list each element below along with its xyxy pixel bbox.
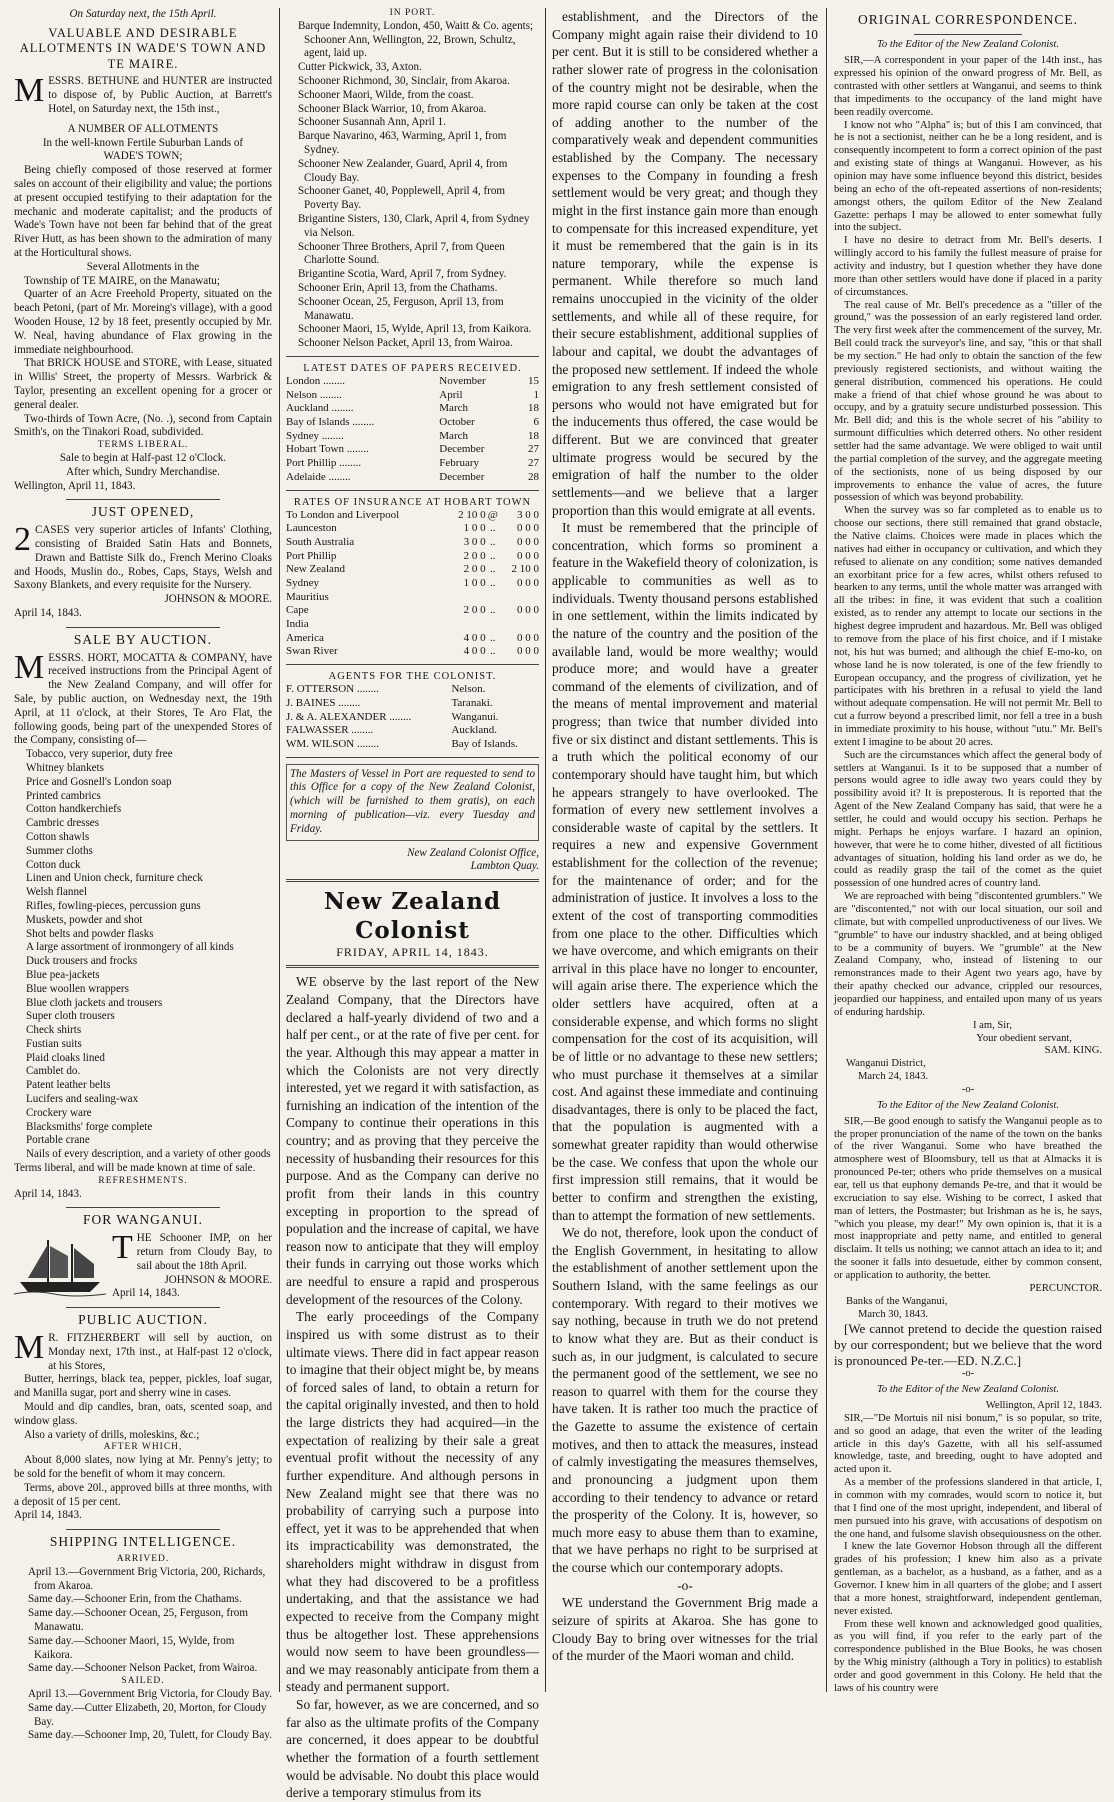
ad-allotments-text: Quarter of an Acre Freehold Property, situated on the beach Petoni, (part of Mr. Moreing's village), with a good Wooden House, 12 by 18 feet, presently occupied by Mr. W. Neal, having abundance of Flax growing in the immediate neighbourhood. bbox=[14, 288, 272, 356]
in-port-item: Schooner Ocean, 25, Ferguson, April 13, from Manawatu. bbox=[298, 295, 504, 322]
insurance-row: Mauritius bbox=[286, 590, 329, 603]
in-port-item: Schooner Ganet, 40, Popplewell, April 4, from Poverty Bay. bbox=[298, 185, 506, 212]
letter-close: Your obedient servant, bbox=[976, 1032, 1072, 1044]
letter-paragraph: I have no desire to detract from Mr. Bell's deserts. I willingly accord to his family the fullest measure of praise for activity and industry, but I question whether they have done more than other settlers would have done if placed in a parity of circumstances. bbox=[834, 235, 1102, 298]
letter-paragraph: When the survey was so far completed as to enable us to choose our sections, there still remained that grand obstacle, the Native claims. Choices were made in places which the natives had either in occupancy or cultivation, and which they refused to alienate on any condition; some natives demanded an exorbitant price for a few acres, whilst others refused to hearken to any terms, until the whole matter was arranged with all the tribes: in fine, it was evident that such a coalition existed, as to render any attempt to locate our sections in the highest degree imprudent and hazardous. Mr. Bell was obliged to remove from the place of his first choice, and if I mistake not, his hut was burned; and although the chief E-mo-ko, on whose land he is now tolerated, is one of the few friendly to European occupancy, and the progress of civilization, yet he participates with his brethren in a refusal to yield the land without adequate compensation. He will not permit Mr. Bell to cut a furrow beyond a prescribed limit, nor fell a tree in a bush in immediate proximity to his house, without "utu." Mr. Bell's extent I imagine to be about 20 acres. bbox=[834, 505, 1102, 748]
arrived-list bbox=[14, 1566, 272, 1676]
ad-date: April 14, 1843. bbox=[14, 606, 82, 619]
ad-sale-heading: SALE BY AUCTION. bbox=[73, 631, 213, 647]
ad-date: April 14, 1843. bbox=[112, 1287, 180, 1300]
sailed-heading: SAILED. bbox=[121, 1676, 165, 1687]
goods-item: Patent leather belts bbox=[26, 1079, 111, 1092]
ad-wanganui-body: THE Schooner IMP, on her return from Cloudy Bay, to sail about the 18th April. bbox=[112, 1229, 272, 1272]
letter-close: I am, Sir, bbox=[972, 1019, 1012, 1031]
goods-item: Fustian suits bbox=[26, 1037, 82, 1050]
insurance-row: Port Phillip 2 0 0 .. 0 0 0 bbox=[286, 549, 539, 562]
ad-just-opened-body: 2 CASES very superior articles of Infants' Clothing, consisting of Braided Satin Hats and Bonnets, Drawn and Battiste Silk do., French Merino Cloaks and Hoods, Muslin do., Robes, Caps, Stays, Welsh and Saxony Blankets, and every requisite for the Nursery. bbox=[14, 521, 272, 592]
goods-item: Camblet do. bbox=[26, 1065, 81, 1078]
ad-public-auction-text: Mould and dip candles, bran, oats, scented soap, and window glass. bbox=[14, 1401, 272, 1427]
arrival-item: Same day.—Schooner Nelson Packet, from Wairoa. bbox=[28, 1662, 258, 1675]
ad-sale-goods-list bbox=[14, 748, 272, 1162]
ad-date: April 14, 1843. bbox=[14, 1509, 82, 1522]
insurance-row: Swan River 4 0 0 .. 0 0 0 bbox=[286, 645, 539, 658]
leader-paragraph: The early proceedings of the Company inspired us with some distrust as to their ultimate views. There did in fact appear reason to imagine that their object might be, by means of forced sales of land, to obtain a return for the capital originally invested, and then to hold the large districts they had acquired—in the expectation of realizing by their sale a great eventual profit without the necessity of any further expenditure. And although persons in New Zealand might see that there was no probability of carrying such a purpose into effect, yet it was to be apprehended that when its impracticability was demonstrated, the shareholders might withdraw in disgust from what they had discovered to be a profitless undertaking, and that the assistance we had expected to receive from the Company might thus be altogether lost. These apprehensions would now seem to have been groundless—and we may reasonably anticipate from them a steady and permanent support. bbox=[286, 1309, 539, 1695]
papers-row: Sydney ........ March 18 bbox=[286, 429, 539, 442]
arrival-item: Same day.—Schooner Maori, 15, Wylde, from Kaikora. bbox=[28, 1634, 235, 1661]
goods-item: Summer cloths bbox=[26, 844, 93, 857]
agent-row: WM. WILSON ........ Bay of Islands. bbox=[286, 737, 518, 750]
leader-article bbox=[286, 973, 539, 1801]
agents-heading: AGENTS FOR THE COLONIST. bbox=[328, 671, 497, 683]
in-port-item: Brigantine Sisters, 130, Clark, April 4, from Sydney via Nelson. bbox=[298, 212, 530, 239]
goods-item: Duck trousers and frocks bbox=[26, 955, 138, 968]
goods-item: Lucifers and sealing-wax bbox=[26, 1093, 139, 1106]
letter-paragraph: From these well known and acknowledged good qualities, as you will find, if you refer to the early part of the correspondence published in the Blue Books, he was chosen by the Whig ministry (although a Tory in politics) to establish order and good government in this Colony. He held that the laws of his country were bbox=[834, 1618, 1102, 1694]
in-port-item: Schooner Maori, Wilde, from the coast. bbox=[298, 88, 474, 101]
column-leader-cont bbox=[552, 8, 818, 1692]
in-port-item: Schooner Susannah Ann, April 1. bbox=[298, 116, 446, 129]
in-port-item: Schooner Richmond, 30, Sinclair, from Akaroa. bbox=[298, 75, 510, 87]
divider: -o- bbox=[961, 1084, 975, 1095]
ad-allotments-sub3: WADE'S TOWN; bbox=[103, 150, 183, 163]
editor-note: [We cannot pretend to decide the question raised by our correspondent; but we believe that the word is pronounced Pe-ter.—ED. N.Z.C.] bbox=[834, 1321, 1102, 1368]
in-port-item: Brigantine Scotia, Ward, April 7, from Sydney. bbox=[298, 268, 507, 281]
papers-heading: LATEST DATES OF PAPERS RECEIVED. bbox=[303, 362, 522, 374]
agent-row: F. OTTERSON ........ Nelson. bbox=[286, 683, 486, 696]
in-port-list bbox=[286, 20, 539, 351]
in-port-item: Schooner Three Brothers, April 7, from Queen Charlotte Sound. bbox=[298, 240, 505, 267]
sailing-item: Same day.—Schooner Imp, 20, Tulett, for Cloudy Bay. bbox=[28, 1729, 272, 1742]
goods-item: Portable crane bbox=[26, 1134, 90, 1147]
letter-paragraph: I knew the late Governor Hobson through all the different grades of his profession; I knew him also as a private gentleman, as a bachelor, as a husband, as a father, and as a Governor. I knew him in all quarters of the globe; and I assert that a more honest, straightforward, independent gentleman, never existed. bbox=[834, 1541, 1102, 1617]
letter-salutation: To the Editor of the New Zealand Colonist. bbox=[876, 39, 1060, 51]
ad-wanganui-heading: FOR WANGANUI. bbox=[82, 1212, 203, 1228]
goods-item: Blacksmiths' forge complete bbox=[26, 1120, 153, 1133]
masthead-date: FRIDAY, APRIL 14, 1843. bbox=[336, 945, 489, 960]
arrived-heading: ARRIVED. bbox=[116, 1554, 170, 1565]
column-correspondence bbox=[834, 8, 1102, 1692]
vessel-notice: The Masters of Vessel in Port are requested to send to this Office for a copy of the New Zealand Colonist, (which will be furnished to them gratis), on each morning of publication—viz. every Tuesday and Friday. bbox=[286, 764, 539, 841]
in-port-item: Barque Navarino, 463, Warming, April 1, from Sydney. bbox=[298, 130, 507, 156]
ad-date: Wellington, April 11, 1843. bbox=[14, 479, 136, 492]
leader-paragraph: establishment, and the Directors of the Company might again raise their dividend to 10 per cent. But it is still to be considered whether a rather slower rate of progress in the colonisation of the country might not be desirable, when the more rapid course can only be taken at the cost of adding another to the number of the comparatively weak and dependent communities established by the Company. The necessary expenses to the Company in founding a fresh settlement would be very great; and though they might in the first instance gain more than enough to compensate for this increased expenditure, yet it must be remembered that the gain is in its nature temporary, while the expense is permanent. While therefore so much land remains unoccupied in the vicinity of the older settlements, and while all of these require, for their secure establishment, additional supplies of labour and capital, we doubt the advantages of the proposed new settlement. If indeed the whole emigration to any fresh settlement consisted of persons who would not have emigrated but for the inducements thus offered, the case would be different. But we are convinced that greater ultimate progress would be secured by the emigration of half the number to the older settlements—and we believe that a larger proportion than this would emigrate at all events. bbox=[552, 9, 818, 518]
divider: -o- bbox=[961, 1368, 975, 1380]
arrival-item: April 13.—Government Brig Victoria, 200, Richards, from Akaroa. bbox=[28, 1565, 266, 1592]
ad-public-auction-heading: PUBLIC AUCTION. bbox=[78, 1312, 208, 1328]
sale-date-line: On Saturday next, the 15th April. bbox=[69, 8, 217, 20]
goods-item: Blue pea-jackets bbox=[26, 968, 100, 981]
ship-illustration bbox=[14, 1234, 106, 1298]
news-item: WE understand the Government Brig made a seizure of spirits at Akaroa. She has gone to Cloudy Bay to bring over witnesses for the trial of the murder of the Maori woman and child. bbox=[552, 1595, 818, 1664]
leader-paragraph: We do not, therefore, look upon the conduct of the English Government, in hesitating to allow the establishment of another settlement upon the Southern Island, with the same feelings as our contemporary. With regard to their motives we say nothing, because in truth we do not pretend to know what they are. But as their conduct is such as, in our judgment, is calculated to secure the permanent good of the settlement, we see no reason to quarrel with them for the course they have taken. It is rather too much the practice of the Gazette to assume the existence of certain motives, and then to attack the measures, instead of calmly investigating the measures themselves, and pronouncing a judgment upon them according to their tendency to advance or retard the prosperity of the Colony. It is, however, so much more easy to abuse them than to examine, that we have perhaps no right to be surprised at the course which our contemporary adopts. bbox=[552, 1225, 818, 1575]
letter-hobson bbox=[834, 1413, 1102, 1696]
in-port-item: Barque Indemnity, London, 450, Waitt & Co. agents; Schooner Ann, Wellington, 22, Brown, Schultz, agent, laid up. bbox=[298, 19, 534, 60]
in-port-item: Schooner New Zealander, Guard, April 4, from Cloudy Bay. bbox=[298, 157, 508, 184]
sailing-item: Same day.—Cutter Elizabeth, 20, Morton, for Cloudy Bay. bbox=[28, 1701, 267, 1728]
insurance-row: New Zealand 2 0 0 .. 2 10 0 bbox=[286, 563, 539, 576]
ad-just-opened-heading: JUST OPENED, bbox=[91, 504, 195, 520]
office-line: New Zealand Colonist Office, bbox=[407, 846, 539, 859]
arrival-item: Same day.—Schooner Erin, from the Chathams. bbox=[28, 1593, 242, 1606]
ad-allotments-text: That BRICK HOUSE and STORE, with Lease, situated in Willis' Street, the property of Messrs. Warbrick & Taylor, presenting an excellent opening for a grocer or general dealer. bbox=[14, 357, 272, 411]
ad-public-auction-text: About 8,000 slates, now lying at Mr. Penny's jetty; to be sold for the benefit of whom it may concern. bbox=[14, 1454, 272, 1481]
in-port-item: Schooner Erin, April 13, from the Chathams. bbox=[298, 281, 498, 294]
ad-allotments-text: Two-thirds of Town Acre, (No. .), second from Captain Smith's, on the Tinakori Road, subdivided. bbox=[14, 412, 272, 439]
goods-item: Whitney blankets bbox=[26, 761, 104, 774]
in-port-item: Schooner Nelson Packet, April 13, from Wairoa. bbox=[298, 337, 513, 350]
ad-terms: TERMS LIBERAL. bbox=[97, 440, 189, 451]
ad-sale-intro: MESSRS. HORT, MOCATTA & COMPANY, have received instructions from the Principal Agent of the New Zealand Company, and will offer for Sale, by public auction, on Wednesday next, the 19th April, at 11 o'clock, at their Stores, Te Aro Flat, the following goods, being part of the unexpended Stores of the Company, consisting of— bbox=[14, 648, 272, 747]
insurance-row: To London and Liverpool 2 10 0 @ 3 0 0 bbox=[286, 508, 539, 521]
letter-place: Wellington, April 12, 1843. bbox=[985, 1399, 1102, 1411]
goods-item: Shot belts and powder flasks bbox=[26, 927, 154, 940]
goods-item: A large assortment of ironmongery of all kinds bbox=[26, 941, 234, 954]
goods-item: Tobacco, very superior, duty free bbox=[26, 748, 173, 761]
ad-date: April 14, 1843. bbox=[14, 1187, 82, 1200]
ad-signature: JOHNSON & MOORE. bbox=[164, 1273, 272, 1286]
letter-place: Banks of the Wanganui, bbox=[846, 1295, 948, 1307]
letter-signature: SAM. KING. bbox=[1044, 1045, 1102, 1057]
insurance-row: Cape 2 0 0 .. 0 0 0 bbox=[286, 604, 539, 617]
goods-item: Crockery ware bbox=[26, 1106, 92, 1119]
ad-public-auction-intro: M R. FITZHERBERT will sell by auction, on Monday next, 17th inst., at Half-past 12 o'clock, at his Stores, bbox=[14, 1329, 272, 1372]
ad-time: Sale to begin at Half-past 12 o'Clock. bbox=[59, 452, 227, 465]
ad-signature: JOHNSON & MOORE. bbox=[164, 593, 272, 606]
goods-item: Nails of every description, and a variety of other goods bbox=[26, 1148, 271, 1161]
ad-allotments-sub: A NUMBER OF ALLOTMENTS bbox=[67, 122, 219, 135]
ad-after-which: AFTER WHICH, bbox=[103, 1442, 183, 1453]
insurance-row: South Australia 3 0 0 .. 0 0 0 bbox=[286, 535, 539, 548]
papers-row: Adelaide ........ December 28 bbox=[286, 470, 539, 483]
goods-item: Cambric dresses bbox=[26, 817, 100, 830]
ad-allotments-body: Being chiefly composed of those reserved at former sales on account of their eligibility and value; the portions at present occupied testifying to their adaptation for the mechanic and moderate capitalist; and the products of Wade's Town have not been far behind that of the great River Hutt, as has been shown to the admiration of many at the Horticultural shows. bbox=[14, 164, 272, 260]
agent-row: J. BAINES ........ Taranaki. bbox=[286, 696, 493, 709]
papers-row: Bay of Islands ........ October 6 bbox=[286, 416, 539, 429]
goods-item: Welsh flannel bbox=[26, 886, 88, 899]
goods-item: Cotton duck bbox=[26, 858, 81, 871]
papers-row: Port Phillip ........ February 27 bbox=[286, 457, 539, 470]
letter-paragraph: As a member of the professions slandered in that article, I, in common with my comrades, would scorn to notice it, but that I find one of the most upright, independent, and liberal of men pursued into his grave, with accusations of despotism on the one hand, and fulsome slavish obsequiousness on the other. bbox=[834, 1477, 1102, 1540]
correspondence-heading: ORIGINAL CORRESPONDENCE. bbox=[857, 12, 1078, 27]
ad-public-auction-text: Terms, above 20l., approved bills at three months, with a deposit of 15 per cent. bbox=[14, 1481, 272, 1508]
goods-item: Price and Gosnell's London soap bbox=[26, 775, 172, 788]
papers-row: Nelson ........ April 1 bbox=[286, 388, 539, 401]
goods-item: Rifles, fowling-pieces, percussion guns bbox=[26, 899, 201, 912]
in-port-item: Schooner Black Warrior, 10, from Akaroa. bbox=[298, 102, 487, 115]
papers-table bbox=[286, 375, 539, 485]
letter-paragraph: We are reproached with being "discontented grumblers." We are "discontented," not with our local situation, our soil and climate, but with compelled unproductiveness of our lives. We "grumble" to have our industry shackled, and at being obliged to be a community of buyers. We "grumble" at the New Zealand Company, who, instead of listening to our remonstrances made to their Agent two years ago, have by their apathy checked our advance, crippled our resources, jeopardied our happiness, and entailed upon many of us years of enduring hardship. bbox=[834, 891, 1102, 1018]
ad-allotments-sub2: In the well-known Fertile Suburban Lands of bbox=[42, 136, 244, 149]
insurance-heading: RATES OF INSURANCE AT HOBART TOWN bbox=[293, 496, 532, 508]
letter-date: March 24, 1843. bbox=[858, 1071, 929, 1083]
letter-paragraph: SIR,—"De Mortuis nil nisi bonum," is so popular, so trite, and so good an adage, that even the writer of the leading article in this day's Gazette, with all his self-assumed knowledge, taste, and breeding, ought to have adopted and acted upon it. bbox=[834, 1412, 1102, 1476]
letter-paragraph: SIR,—A correspondent in your paper of the 14th inst., has expressed his opinion of the onward progress of Mr. Bell, as contrasted with other settlers at Wanganui, and seems to think that impediments to the occupancy of the land might have been readily overcome. bbox=[834, 55, 1102, 118]
letter-paragraph: The real cause of Mr. Bell's precedence as a "tiller of the ground," was the possession of an early registered land order. The very first week after the commencement of the survey, Mr. Bell could track the surveyor's line, and say, "this or that shall be my section." He had only to obtain the sanction of the few previously registered sectionists, and without waiting the general distribution, commenced his operations. He could make a friend of that chief whose ground he was about to occupy, and by a gratuity secure undisturbed possession. This Mr. Bell did; and this is the whole secret of his "ability to surmount difficulties which deterred others. No other resident settler had the same advantage. We were obliged to wait until the partial completion of the survey, and the aggregate meeting of the sectionists, none of us being disposed by our improvements to enhance the value of acres, the future possession of which was beyond probability. bbox=[834, 299, 1102, 504]
ad-allotments-heading: VALUABLE AND DESIRABLE ALLOTMENTS IN WADE'S TOWN AND TE MAIRE. bbox=[19, 25, 267, 71]
leader-paragraph: So far, however, as we are concerned, and so far also as the ultimate profits of the Company are concerned, it does appear to be doubtful whether the formation of a fourth settlement would be advisable. No doubt this place would derive a temporary stimulus from its bbox=[286, 1697, 539, 1801]
column-port-and-leader bbox=[286, 8, 539, 1801]
office-line: Lambton Quay. bbox=[470, 860, 539, 873]
leader-paragraph: It must be remembered that the principle of concentration, which forms so prominent a feature in the Wakefield theory of colonization, is applicable to communities as well as to individuals. Twenty thousand persons established in one settlement, within the limits indicated by the nature of the country and the position of the available land, would be more wealthy; would produce more; and would have a greater command of the elements of civilization, and of the means of mental improvement and material progress; than twice that number divided into five or six distinct and distant settlements. This is a truth which the political economy of our contemporary should have taught him, but which he appears strangely to have overlooked. The formation of every new settlement involves a considerable waste of capital by the settlers. It requires a new and expensive Government establishment for the collection of the revenue; for the maintenance of order; and for the administration of justice. It involves a loss to the extent of the cost of transporting commodities from one place to the other. Difficulties which we have overcome, and which emigrants on their arrival in this place have no longer to encounter, will again arise there. The experience which the older settlers have acquired, often at a considerable expense, and which forms no slight compensation for the cost of its acquisition, will be of little or no advantage to these new settlers; who must purchase it themselves at a similar cost. And against these immediate and continuing disadvantages, there is only to be placed the fact, that the population is augmented with a somewhat greater rapidity than would otherwise be the case. We confess that upon the whole our first impression still remains, that it would be better to confirm and strengthen the existing, than to attempt the formation of new settlements. bbox=[552, 520, 818, 1223]
insurance-row: India bbox=[286, 618, 309, 631]
masthead: New Zealand Colonist bbox=[323, 888, 502, 944]
shipping-heading: SHIPPING INTELLIGENCE. bbox=[49, 1534, 237, 1550]
goods-item: Cotton handkerchiefs bbox=[26, 803, 122, 816]
ad-public-auction-text: Butter, herrings, black tea, pepper, pickles, loaf sugar, and Manilla sugar, port and sherry wine in cases. bbox=[14, 1373, 272, 1400]
goods-item: Blue woollen wrappers bbox=[26, 982, 129, 995]
ad-refreshments: REFRESHMENTS. bbox=[98, 1175, 188, 1186]
goods-item: Muskets, powder and shot bbox=[26, 913, 143, 926]
ad-after: After which, Sundry Merchandise. bbox=[66, 465, 220, 478]
letter-salutation: To the Editor of the New Zealand Colonist. bbox=[876, 1099, 1060, 1111]
agent-row: FALWASSER ........ Auckland. bbox=[286, 724, 497, 737]
letter-date: March 30, 1843. bbox=[858, 1308, 929, 1320]
sailing-item: April 13.—Government Brig Victoria, for Cloudy Bay. bbox=[28, 1688, 272, 1701]
agents-table bbox=[286, 683, 539, 751]
ad-allotments-text: Township of TE MAIRE, on the Manawatu; bbox=[24, 274, 220, 287]
goods-item: Cotton shawls bbox=[26, 830, 90, 843]
letter-salutation: To the Editor of the New Zealand Colonist. bbox=[876, 1384, 1060, 1396]
letter-paragraph: Such are the circumstances which affect the general body of settlers at Wanganui. Is it to be supposed that a number of persons would agree to idle away two years could they by possibility avoid it? It is preposterous. It is reported that the Agent of the New Zealand Company has said, that were he a settler, he could and would occupy his section. Perhaps he might. Perhaps he enjoys warfare. I hazard an opinion, however, that were he to come hither, divested of all fictitious advantages of situation, holding his land order as we do, he could as readily grasp the tail of the comet as the quiet possession of one hundred acres of country land. bbox=[834, 749, 1102, 890]
goods-item: Printed cambrics bbox=[26, 789, 101, 802]
ad-allotments-intro: MESSRS. BETHUNE and HUNTER are instructed to dispose of, by Public Auction, at Barrett's Hotel, on Saturday next, the 15th inst., bbox=[14, 72, 272, 116]
in-port-item: Schooner Maori, 15, Wylde, April 13, from Kaikora. bbox=[298, 323, 532, 336]
agent-row: J. & A. ALEXANDER ........ Wanganui. bbox=[286, 710, 499, 723]
letter-paragraph: I know not who "Alpha" is; but of this I am convinced, that he is not a sectionist, neither can he be a long resident, and is consequently incompetent to form a correct opinion of the past and existing state of things at Wanganui. However, as his opinion may have some influence beyond this district, besides being an echo of the oft-repeated assertions of non-residents; amongst others, the quilom Editor of the New Zealand Gazette: perhaps I may be allowed to enter somewhat fully into the subject. bbox=[834, 119, 1102, 234]
arrival-item: Same day.—Schooner Ocean, 25, Ferguson, from Manawatu. bbox=[28, 1607, 248, 1634]
insurance-row: Launceston 1 0 0 .. 0 0 0 bbox=[286, 522, 539, 535]
goods-item: Linen and Union check, furniture check bbox=[26, 872, 203, 885]
column-advertisements bbox=[14, 8, 272, 1742]
letter-signature: PERCUNCTOR. bbox=[1029, 1282, 1102, 1294]
sailed-list bbox=[14, 1688, 272, 1743]
letter-king bbox=[834, 55, 1102, 1019]
divider: -o- bbox=[677, 1577, 693, 1593]
letter-percunctor-body: SIR,—Be good enough to satisfy the Wanganui people as to the proper pronunciation of the name of the town on the banks of the river Wanganui. Some who have breathed the atmosphere west of Bloomsbury, tell us that at Almacks it is pronounced Pe-ter; others who pride themselves on a musical ear, tell us that euphony demands Pe-tre, and that it would be excruciation to say else. Wishing to be correct, I asked that man of letters, the Postmaster; but Irishman as he is, he says, "which you please, my dear!" My own opinion is, that it is a most inappropriate and petty name, and entitled to general disclaim. It tells us nothing; we cannot attach an idea to it; and the sooner it falls into desuetude, either by common consent, or application to authority, the better. bbox=[834, 1115, 1102, 1282]
in-port-item: Cutter Pickwick, 33, Axton. bbox=[298, 61, 422, 74]
papers-row: London ........ November 15 bbox=[286, 375, 539, 387]
goods-item: Blue cloth jackets and trousers bbox=[26, 996, 163, 1009]
ad-public-auction-text: Also a variety of drills, moleskins, &c.; bbox=[24, 1428, 200, 1441]
papers-row: Hobart Town ........ December 27 bbox=[286, 443, 539, 456]
ad-sale-terms: Terms liberal, and will be made known at time of sale. bbox=[14, 1162, 256, 1175]
goods-item: Super cloth trousers bbox=[26, 1010, 115, 1023]
letter-place: Wanganui District, bbox=[846, 1058, 926, 1070]
leader-article-continued bbox=[552, 8, 818, 1577]
goods-item: Plaid cloaks lined bbox=[26, 1051, 105, 1064]
insurance-row: Sydney 1 0 0 .. 0 0 0 bbox=[286, 577, 539, 589]
papers-row: Auckland ........ March 18 bbox=[286, 402, 539, 415]
goods-item: Check shirts bbox=[26, 1024, 82, 1037]
insurance-row: America 4 0 0 .. 0 0 0 bbox=[286, 631, 539, 644]
in-port-heading: IN PORT. bbox=[389, 8, 436, 18]
leader-paragraph: WE observe by the last report of the New Zealand Company, that the Directors have declared a half-yearly dividend of two and a half per cent., or at the rate of five per cent. for the year. Although this may appear a matter in which the Colonists are not very directly interested, yet we regard it with satisfaction, as furnishing an indication of the intention of the Company to continue their operations in this country; and as proving that they perceive the necessity of husbanding their resources for this purpose. And as the Company can derive no profit from their lands in this country excepting in proportion to the spread of population and the increase of capital, we have reason now to anticipate that they will employ their funds in carrying out those works which are needful to ensure a rapid and prosperous development of the resources of the Colony. bbox=[286, 974, 539, 1307]
ad-allotments-text: Several Allotments in the bbox=[86, 260, 200, 273]
insurance-table bbox=[286, 509, 539, 660]
